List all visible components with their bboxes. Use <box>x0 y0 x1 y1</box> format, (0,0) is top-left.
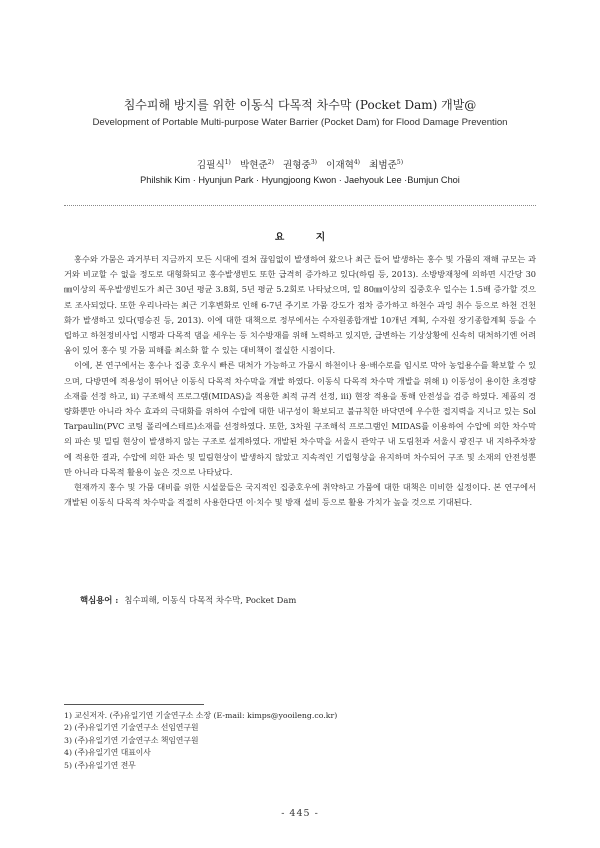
abstract-paragraph: 이에, 본 연구에서는 홍수나 집중 호우시 빠른 대처가 가능하고 가뭄시 하천이나 용·배수로를 임시로 막아 농업용수를 확보할 수 있으며, 다방면에 적용성이 뛰어난 이동식 다목적 차수막을 개발 하였다. 이동식 다목적 차수막 개발을 위해 i) 이동성이 용이한 초경량 소재를 선정 하고, ii) 구조해석 프로그램(MIDAS)을 적용한 최적 규격 선정, iii) 현장 적용을 통해 안전성을 검증 하였다. 제품의 경량화뿐만 아니라 차수 효과의 극대화를 위하여 수압에 대한 내구성이 확보되고 불규칙한 바닥면에 우수한 접지력을 지니고 있는 Sol Tarpaulin(PVC 코팅 폴리에스테르)소재를 선정하였다. 또한, 3차원 구조해석 프로그램인 MIDAS를 이용하여 수압에 의한 차수막의 파손 및 밀림 현상이 발생하지 않는 구조로 설계하였다. 개발된 차수막을 서울시 관악구 내 도림천과 서울시 광진구 내 지하주차장에 적용한 결과, 수압에 의한 파손 및 밀림현상이 발생하지 않았고 지속적인 기립형상을 유지하며 차수되어 구조 및 소재의 안전성뿐만 아니라 다목적 활용이 높은 것으로 나타났다. <box>64 360 536 477</box>
author-list-korean <box>0 157 600 171</box>
footnote: 5) (주)유일기연 전무 <box>64 760 136 770</box>
footnote: 2) (주)유일기연 기술연구소 선임연구원 <box>64 723 199 733</box>
footnote-rule <box>64 704 204 705</box>
author-list-english: Philshik Kim · Hyunjun Park · Hyungjoong Kwon · Jaehyouk Lee ·Bumjun Choi <box>140 175 460 185</box>
author-name: 최범준$^{5)}$ <box>369 158 404 171</box>
abstract-heading: 요 지 <box>274 232 340 243</box>
keywords <box>80 594 536 606</box>
footnote: 4) (주)유일기연 대표이사 <box>64 748 151 758</box>
footnote: 1) 교신저자. (주)유일기연 기술연구소 소장 (E-mail: kimps@yooileng.co.kr) <box>64 711 338 720</box>
author-name: 김필식$^{1)}$ <box>196 158 231 171</box>
footnote: 3) (주)유일기연 기술연구소 책임연구원 <box>64 735 199 745</box>
author-name: 박현준$^{2)}$ <box>239 158 274 171</box>
keywords-text: 침수피해, 이동식 다목적 차수막, Pocket Dam <box>124 595 297 605</box>
page-number: - 445 - <box>281 808 319 819</box>
keywords-label: 핵심용어 : <box>80 595 119 605</box>
paper-title-korean: 침수피해 방지를 위한 이동식 다목적 차수막 (Pocket Dam) 개발@ <box>123 98 477 112</box>
section-divider <box>64 205 536 206</box>
footnotes <box>64 710 536 772</box>
abstract-paragraph: 현재까지 홍수 및 가뭄 대비를 위한 시설물들은 국지적인 집중호우에 취약하고 가뭄에 대한 대책은 미비한 실정이다. 본 연구에서 개발된 이동식 다목적 차수막을 적절히 사용한다면 이·치수 및 방재 설비 등으로 활용 가치가 높을 것으로 기대된다. <box>64 482 536 508</box>
paper-title-english: Development of Portable Multi-purpose Water Barrier (Pocket Dam) for Flood Damage Prevention <box>92 117 508 128</box>
abstract-body <box>64 252 536 510</box>
author-name: 이재혁$^{4)}$ <box>326 158 361 171</box>
abstract-paragraph: 홍수와 가뭄은 과거부터 지금까지 모든 시대에 걸쳐 끊임없이 발생하여 왔으나 최근 들어 발생하는 홍수 및 가뭄의 재해 규모는 과거와 비교할 수 없을 정도로 대형화되고 홍수발생빈도 또한 급격히 증가하고 있다(하림 등, 2013). 소방방재청에 의하면 시간당 30㎜이상의 폭우발생빈도가 최근 30년 평균 3.8회, 5년 평균 5.2회로 나타났으며, 일 80㎜이상의 집중호우 일수는 1.5배 증가할 것으로 조사되었다. 또한 우리나라는 최근 기후변화로 인해 6-7년 주기로 가뭄 강도가 점차 증가하고 하천수 과잉 취수 등으로 하천 건천화가 발생하고 있다(명승진 등, 2013). 이에 대한 대책으로 정부에서는 수자원종합개발 10개년 계획, 수자원 장기종합계획 등을 수립하고 하천정비사업 시행과 다목적 댐을 세우는 등 치수방재를 위해 노력하고 있지만, 급변하는 기상상황에 신속히 대처하기엔 어려움이 있어 홍수 및 가뭄 피해를 최소화 할 수 있는 대비책이 절실한 시점이다. <box>64 254 536 356</box>
author-name: 권형중$^{3)}$ <box>283 158 317 171</box>
